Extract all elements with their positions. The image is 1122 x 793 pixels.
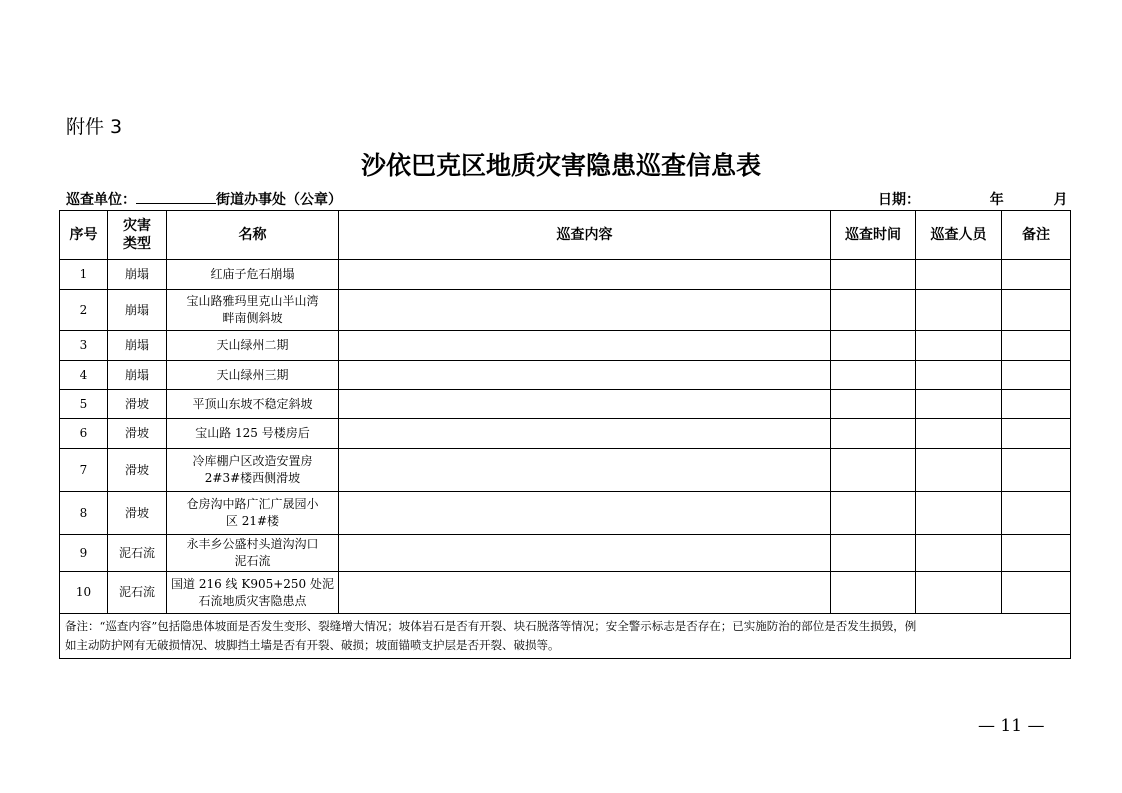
note-row bbox=[60, 614, 1071, 659]
row-remark[interactable] bbox=[1002, 449, 1071, 492]
row-type: 崩塌 bbox=[108, 260, 167, 290]
table-row bbox=[60, 535, 1071, 572]
header-content: 巡查内容 bbox=[339, 211, 831, 260]
row-remark[interactable] bbox=[1002, 419, 1071, 449]
row-type: 泥石流 bbox=[108, 535, 167, 572]
row-time[interactable] bbox=[831, 492, 916, 535]
row-time[interactable] bbox=[831, 331, 916, 361]
row-name: 天山绿州三期 bbox=[167, 361, 339, 390]
header-person: 巡查人员 bbox=[916, 211, 1002, 260]
row-time[interactable] bbox=[831, 361, 916, 390]
table-row bbox=[60, 390, 1071, 419]
row-remark[interactable] bbox=[1002, 361, 1071, 390]
row-person[interactable] bbox=[916, 260, 1002, 290]
row-time[interactable] bbox=[831, 572, 916, 614]
row-type: 崩塌 bbox=[108, 331, 167, 361]
unit-blank-line bbox=[136, 190, 216, 204]
row-remark[interactable] bbox=[1002, 331, 1071, 361]
row-person[interactable] bbox=[916, 449, 1002, 492]
year-label: 年 bbox=[989, 192, 1004, 208]
row-time[interactable] bbox=[831, 260, 916, 290]
row-name: 红庙子危石崩塌 bbox=[167, 260, 339, 290]
table-note: 备注：“巡查内容”包括隐患体坡面是否发生变形、裂缝增大情况；坡体岩石是否有开裂、块石脱落等情况；安全警示标志是否存在；已实施防治的部位是否发生损毁，例 如主动防护网有无破损情况、坡脚挡土墙是否有开裂、破损；坡面锚喷支护层是否开裂、破损等。 bbox=[60, 614, 1071, 659]
row-time[interactable] bbox=[831, 390, 916, 419]
table-row bbox=[60, 492, 1071, 535]
table-row bbox=[60, 419, 1071, 449]
row-person[interactable] bbox=[916, 572, 1002, 614]
row-index: 7 bbox=[60, 449, 108, 492]
row-name: 仓房沟中路广汇广晟园小 区 21#楼 bbox=[167, 492, 339, 535]
row-person[interactable] bbox=[916, 419, 1002, 449]
table-row bbox=[60, 361, 1071, 390]
row-name: 冷库棚户区改造安置房 2#3#楼西侧滑坡 bbox=[167, 449, 339, 492]
row-remark[interactable] bbox=[1002, 260, 1071, 290]
header-row bbox=[60, 211, 1071, 260]
row-content[interactable] bbox=[339, 390, 831, 419]
row-name: 国道 216 线 K905+250 处泥 石流地质灾害隐患点 bbox=[167, 572, 339, 614]
row-name: 宝山路 125 号楼房后 bbox=[167, 419, 339, 449]
row-remark[interactable] bbox=[1002, 572, 1071, 614]
date-label: 日期： bbox=[878, 192, 920, 208]
row-time[interactable] bbox=[831, 290, 916, 331]
row-content[interactable] bbox=[339, 492, 831, 535]
table-row bbox=[60, 331, 1071, 361]
row-person[interactable] bbox=[916, 390, 1002, 419]
row-content[interactable] bbox=[339, 535, 831, 572]
row-remark[interactable] bbox=[1002, 535, 1071, 572]
row-name: 永丰乡公盛村头道沟沟口 泥石流 bbox=[167, 535, 339, 572]
month-label: 月 bbox=[1053, 192, 1068, 208]
row-index: 8 bbox=[60, 492, 108, 535]
row-index: 9 bbox=[60, 535, 108, 572]
row-index: 4 bbox=[60, 361, 108, 390]
row-index: 1 bbox=[60, 260, 108, 290]
row-time[interactable] bbox=[831, 535, 916, 572]
row-person[interactable] bbox=[916, 535, 1002, 572]
row-type: 滑坡 bbox=[108, 449, 167, 492]
row-name: 天山绿州二期 bbox=[167, 331, 339, 361]
row-person[interactable] bbox=[916, 331, 1002, 361]
header-name: 名称 bbox=[167, 211, 339, 260]
row-content[interactable] bbox=[339, 449, 831, 492]
row-remark[interactable] bbox=[1002, 290, 1071, 331]
row-content[interactable] bbox=[339, 572, 831, 614]
header-remark: 备注 bbox=[1002, 211, 1071, 260]
row-index: 6 bbox=[60, 419, 108, 449]
row-content[interactable] bbox=[339, 331, 831, 361]
table-row bbox=[60, 449, 1071, 492]
page-number: — 11 — bbox=[978, 716, 1045, 736]
row-type: 滑坡 bbox=[108, 419, 167, 449]
row-type: 崩塌 bbox=[108, 361, 167, 390]
row-time[interactable] bbox=[831, 419, 916, 449]
header-type: 灾害 类型 bbox=[108, 211, 167, 260]
row-type: 滑坡 bbox=[108, 390, 167, 419]
row-person[interactable] bbox=[916, 492, 1002, 535]
row-person[interactable] bbox=[916, 290, 1002, 331]
row-index: 5 bbox=[60, 390, 108, 419]
table-row bbox=[60, 290, 1071, 331]
row-content[interactable] bbox=[339, 361, 831, 390]
row-content[interactable] bbox=[339, 260, 831, 290]
header-time: 巡查时间 bbox=[831, 211, 916, 260]
row-index: 3 bbox=[60, 331, 108, 361]
inspection-table bbox=[59, 210, 1071, 659]
row-index: 10 bbox=[60, 572, 108, 614]
table-row bbox=[60, 260, 1071, 290]
row-content[interactable] bbox=[339, 290, 831, 331]
row-index: 2 bbox=[60, 290, 108, 331]
row-type: 泥石流 bbox=[108, 572, 167, 614]
row-type: 滑坡 bbox=[108, 492, 167, 535]
unit-suffix: 街道办事处（公章） bbox=[216, 192, 342, 208]
row-name: 平顶山东坡不稳定斜坡 bbox=[167, 390, 339, 419]
header-index: 序号 bbox=[60, 211, 108, 260]
row-time[interactable] bbox=[831, 449, 916, 492]
row-remark[interactable] bbox=[1002, 390, 1071, 419]
attachment-label: 附件 3 bbox=[66, 116, 123, 138]
unit-label: 巡查单位： bbox=[66, 192, 136, 208]
inspection-date bbox=[878, 189, 1068, 209]
row-content[interactable] bbox=[339, 419, 831, 449]
row-type: 崩塌 bbox=[108, 290, 167, 331]
document-title: 沙依巴克区地质灾害隐患巡查信息表 bbox=[360, 151, 761, 180]
row-person[interactable] bbox=[916, 361, 1002, 390]
row-remark[interactable] bbox=[1002, 492, 1071, 535]
table-row bbox=[60, 572, 1071, 614]
inspection-unit bbox=[66, 189, 342, 209]
row-name: 宝山路雅玛里克山半山湾 畔南侧斜坡 bbox=[167, 290, 339, 331]
